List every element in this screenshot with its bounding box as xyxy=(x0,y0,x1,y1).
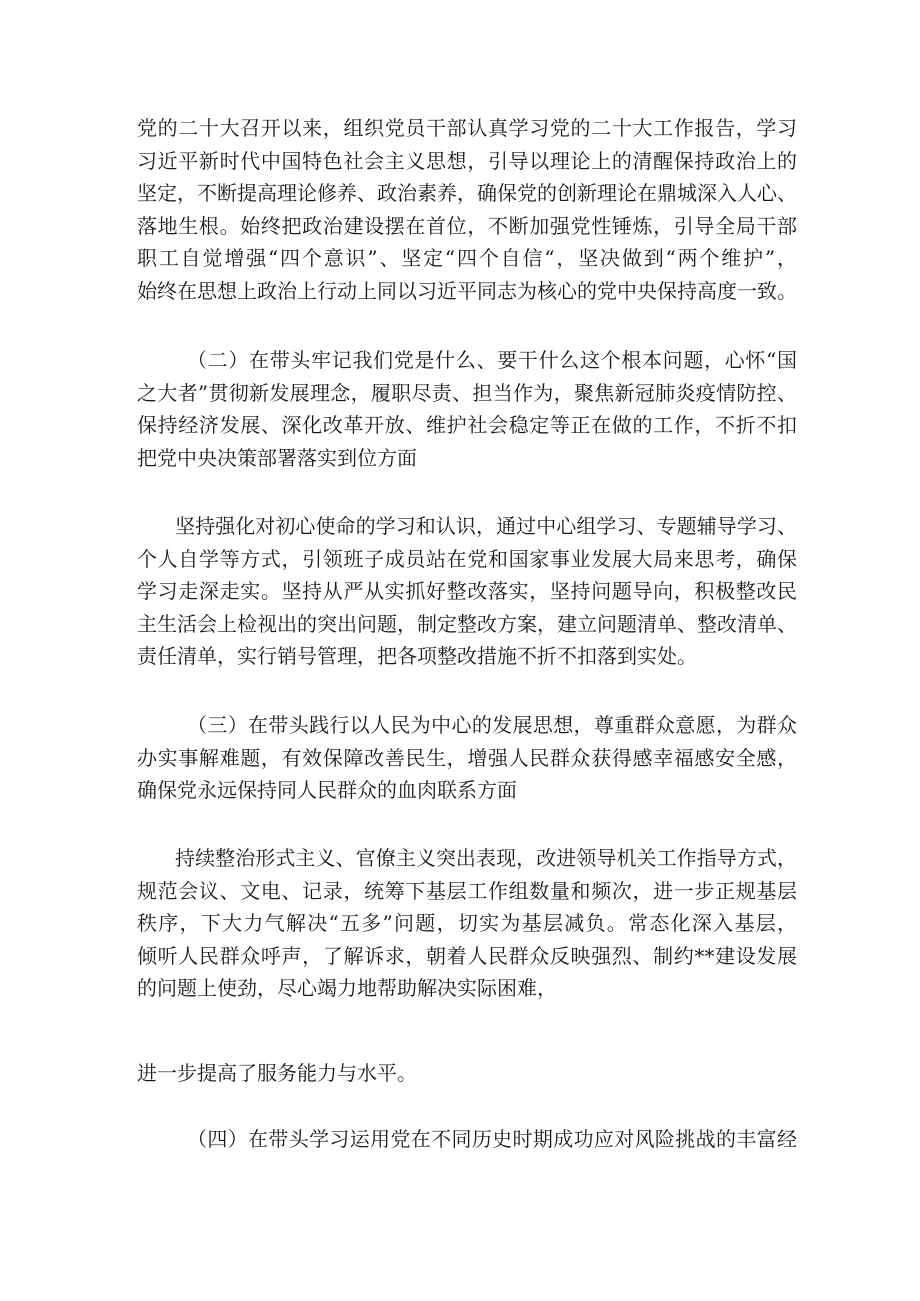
text-line: 职工自觉增强“四个意识”、坚定“四个自信“，坚决做到“两个维护”， xyxy=(137,246,797,271)
paragraph-reduce-burden xyxy=(137,842,797,1005)
text-line: 倾听人民群众呼声，了解诉求，朝着人民群众反映强烈、制约**建设发展 xyxy=(137,943,797,968)
text-line: 坚持强化对初心使命的学习和认识，通过中心组学习、专题辅导学习、 xyxy=(175,514,797,538)
text-line: 落地生根。始终把政治建设摆在首位，不断加强党性锤炼，引导全局干部 xyxy=(137,213,797,238)
text-line: （三）在带头践行以人民为中心的发展思想，尊重群众意愿，为群众 xyxy=(187,713,797,737)
paragraph-party-congress-study xyxy=(137,112,797,308)
section-heading-4 xyxy=(137,1123,797,1156)
paragraph-service-capacity xyxy=(137,1057,797,1090)
section-heading-2 xyxy=(137,344,797,474)
text-line: 之大者”贯彻新发展理念，履职尽责、担当作为，聚焦新冠肺炎疫情防控、 xyxy=(137,380,797,405)
text-line: 坚定，不断提高理论修养、政治素养，确保党的创新理论在鼎城深入人心、 xyxy=(137,181,797,206)
text-line: 秩序，下大力气解决“五多”问题，切实为基层减负。常态化深入基层， xyxy=(137,911,797,936)
text-line: 确保党永远保持同人民群众的血肉联系方面 xyxy=(137,778,517,803)
text-line: 的问题上使劲，尽心竭力地帮助解决实际困难， xyxy=(137,976,557,1001)
text-line: 办实事解难题，有效保障改善民生，增强人民群众获得感幸福感安全感， xyxy=(137,745,797,770)
text-line: （四）在带头学习运用党在不同历史时期成功应对风险挑战的丰富经 xyxy=(187,1127,797,1151)
paragraph-mission-learning xyxy=(137,510,797,673)
text-line: 始终在思想上政治上行动上同以习近平同志为核心的党中央保持高度一致。 xyxy=(137,278,797,303)
text-line: 保持经济发展、深化改革开放、维护社会稳定等正在做的工作，不折不扣 xyxy=(137,413,797,438)
text-line: 习近平新时代中国特色社会主义思想，引导以理论上的清醒保持政治上的 xyxy=(137,148,797,173)
text-line: 主生活会上检视出的突出问题，制定整改方案，建立问题清单、整改清单、 xyxy=(137,611,797,636)
section-heading-3 xyxy=(137,709,797,807)
text-line: 个人自学等方式，引领班子成员站在党和国家事业发展大局来思考，确保 xyxy=(137,546,797,571)
text-line: 责任清单，实行销号管理，把各项整改措施不折不扣落到实处。 xyxy=(137,644,697,669)
text-line: 规范会议、文电、记录，统筹下基层工作组数量和频次，进一步正规基层 xyxy=(137,878,797,903)
text-line: 党的二十大召开以来，组织党员干部认真学习党的二十大工作报告，学习 xyxy=(137,116,797,140)
text-line: 持续整治形式主义、官僚主义突出表现，改进领导机关工作指导方式， xyxy=(175,846,797,870)
text-line: （二）在带头牢记我们党是什么、要干什么这个根本问题，心怀“国 xyxy=(187,348,797,372)
text-line: 学习走深走实。坚持从严从实抓好整改落实，坚持问题导向，积极整改民 xyxy=(137,579,797,604)
text-line: 进一步提高了服务能力与水平。 xyxy=(137,1061,417,1085)
text-line: 把党中央决策部署落实到位方面 xyxy=(137,445,417,470)
